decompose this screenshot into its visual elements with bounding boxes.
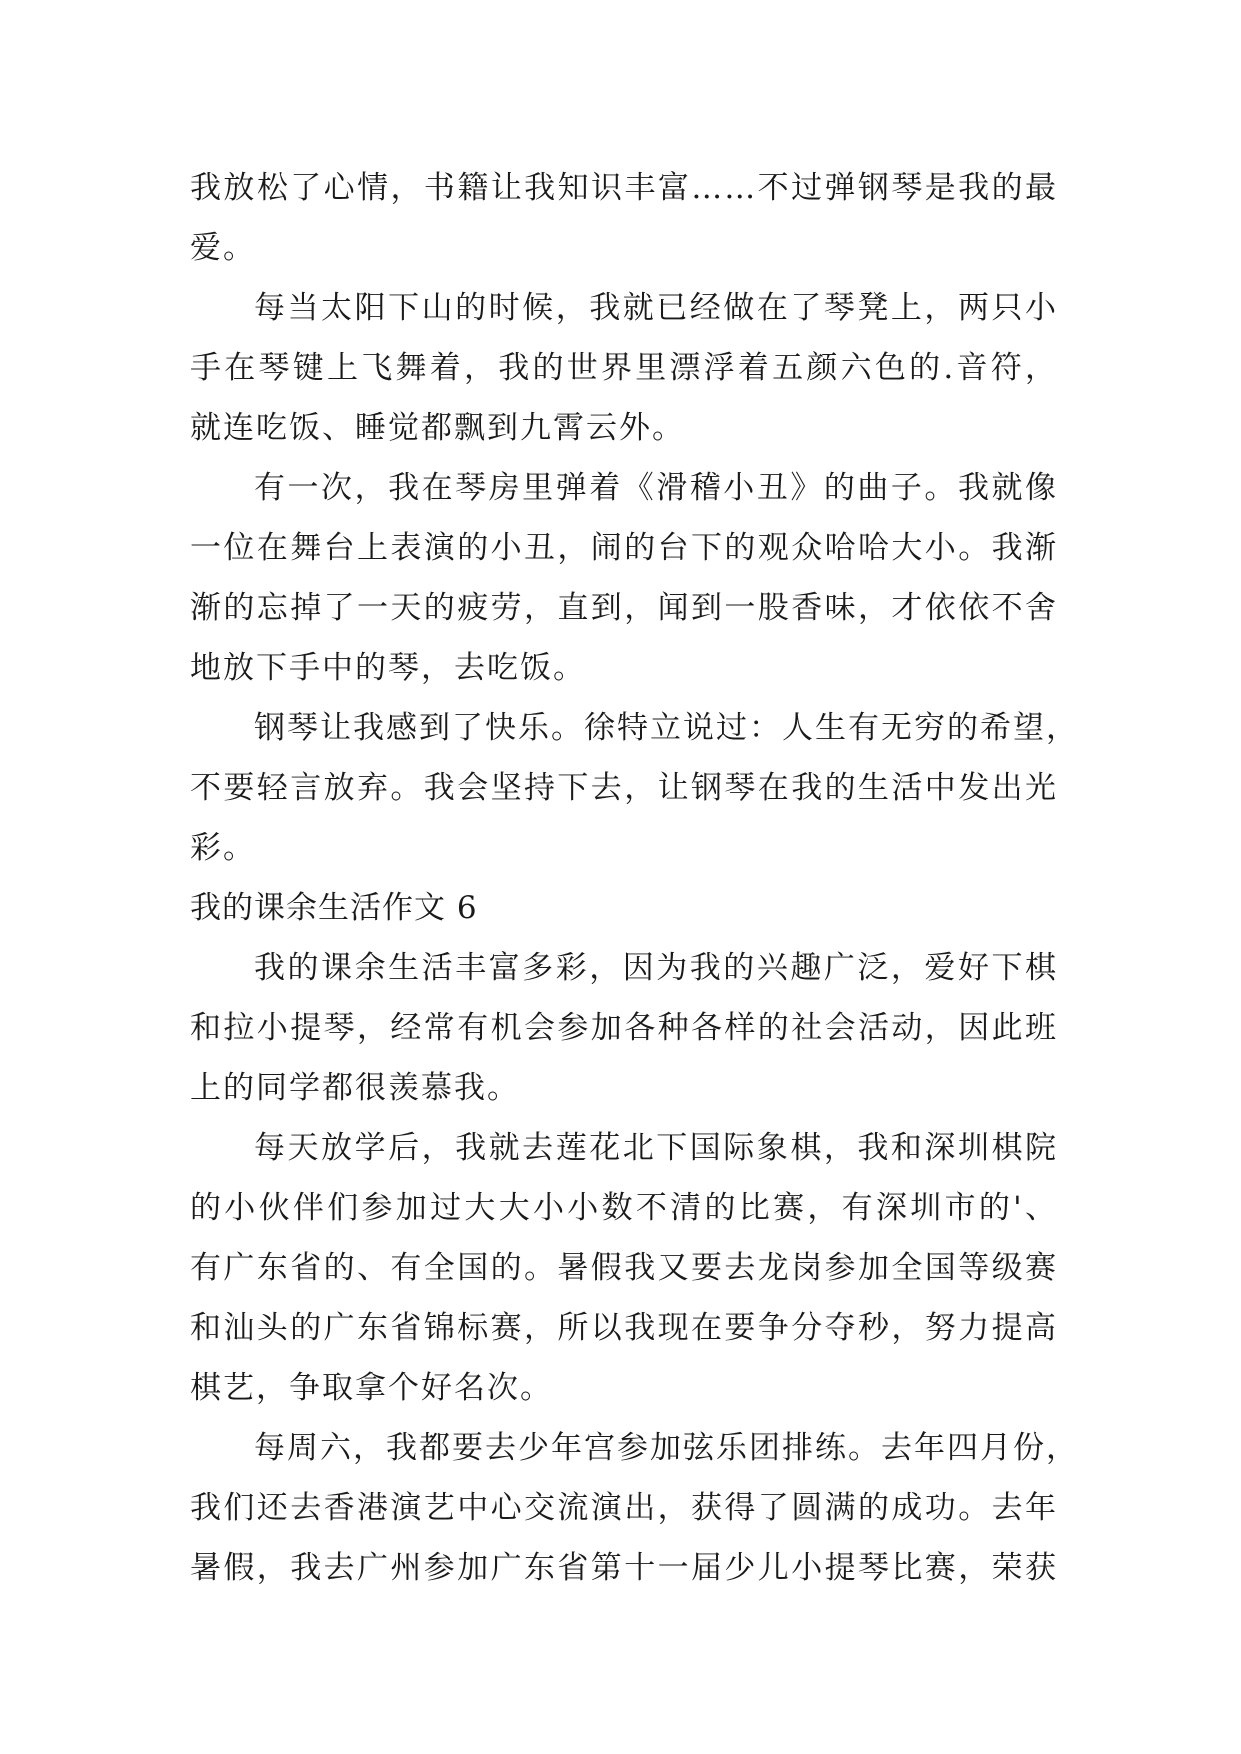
text-line: 爱。 bbox=[190, 230, 256, 266]
text-line: 我放松了心情，书籍让我知识丰富……不过弹钢琴是我的最 bbox=[190, 170, 1058, 206]
text-line: 和拉小提琴，经常有机会参加各种各样的社会活动，因此班 bbox=[190, 1010, 1058, 1046]
paragraph-start-line: 我的课余生活丰富多彩，因为我的兴趣广泛，爱好下棋 bbox=[254, 950, 1058, 986]
text-line: 一位在舞台上表演的小丑，闹的台下的观众哈哈大小。我渐 bbox=[190, 530, 1058, 566]
text-line: 渐的忘掉了一天的疲劳，直到，闻到一股香味，才依依不舍 bbox=[190, 590, 1058, 626]
text-line: 暑假，我去广州参加广东省第十一届少儿小提琴比赛，荣获 bbox=[190, 1550, 1058, 1586]
text-line: 上的同学都很羡慕我。 bbox=[190, 1070, 520, 1106]
paragraph-start-line: 每周六，我都要去少年宫参加弦乐团排练。去年四月份， bbox=[254, 1430, 1079, 1466]
text-line: 有广东省的、有全国的。暑假我又要去龙岗参加全国等级赛 bbox=[190, 1250, 1058, 1286]
text-line: 手在琴键上飞舞着，我的世界里漂浮着五颜六色的.音符， bbox=[190, 350, 1058, 386]
text-line: 彩。 bbox=[190, 830, 256, 866]
paragraph-start-line: 钢琴让我感到了快乐。徐特立说过：人生有无穷的希望， bbox=[254, 710, 1079, 746]
text-line: 我们还去香港演艺中心交流演出，获得了圆满的成功。去年 bbox=[190, 1490, 1058, 1526]
text-line: 就连吃饭、睡觉都飘到九霄云外。 bbox=[190, 410, 685, 446]
paragraph-start-line: 有一次，我在琴房里弹着《滑稽小丑》的曲子。我就像 bbox=[254, 470, 1058, 506]
paragraph-start-line: 每当太阳下山的时候，我就已经做在了琴凳上，两只小 bbox=[254, 290, 1058, 326]
text-line: 和汕头的广东省锦标赛，所以我现在要争分夺秒，努力提高 bbox=[190, 1310, 1058, 1346]
text-line: 的小伙伴们参加过大大小小数不清的比赛，有深圳市的'、 bbox=[190, 1190, 1058, 1226]
text-line: 地放下手中的琴，去吃饭。 bbox=[190, 650, 586, 686]
document-body bbox=[190, 158, 1079, 1598]
paragraph-start-line: 每天放学后，我就去莲花北下国际象棋，我和深圳棋院 bbox=[254, 1130, 1058, 1166]
section-heading: 我的课余生活作文 6 bbox=[190, 890, 478, 926]
text-line: 棋艺，争取拿个好名次。 bbox=[190, 1370, 553, 1406]
text-line: 不要轻言放弃。我会坚持下去，让钢琴在我的生活中发出光 bbox=[190, 770, 1058, 806]
